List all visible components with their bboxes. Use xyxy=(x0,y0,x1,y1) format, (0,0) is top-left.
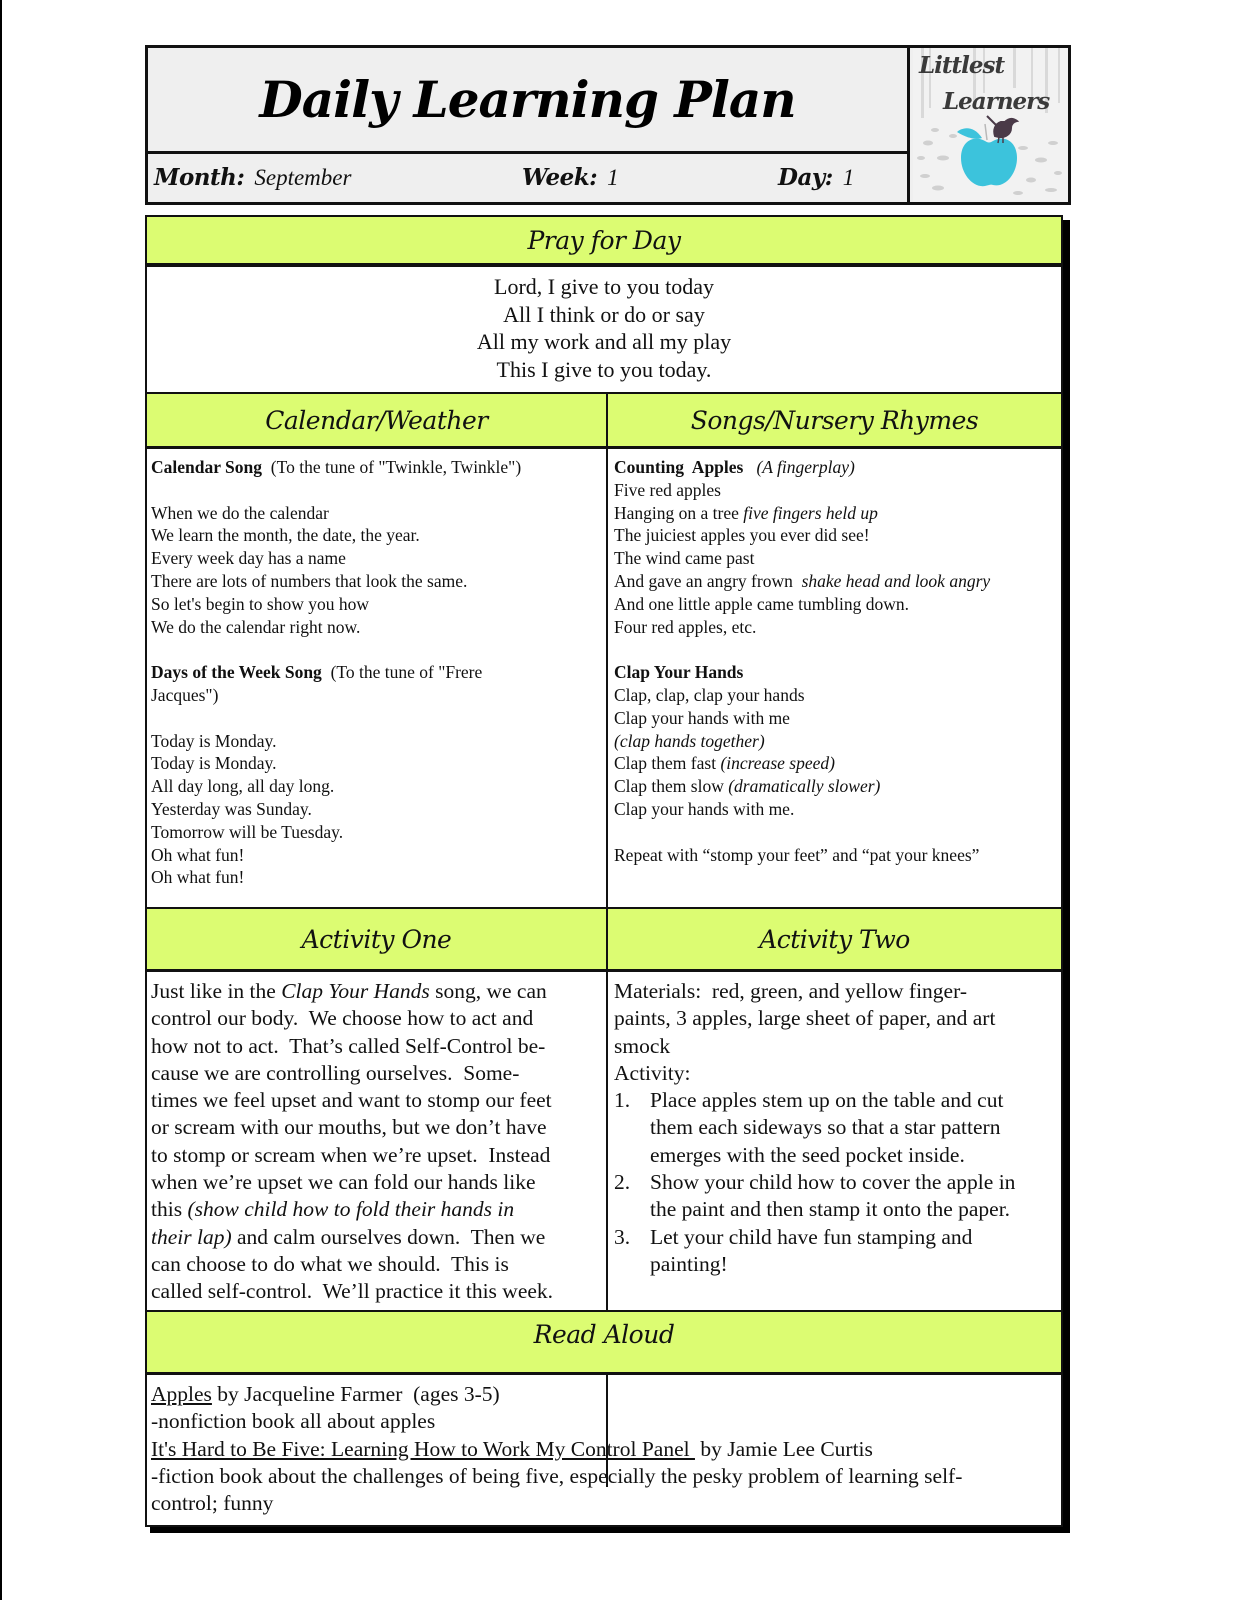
read-aloud-title: Read Aloud xyxy=(533,1320,675,1349)
text-line: times we feel upset and want to stomp our feet xyxy=(151,1088,552,1113)
lyric-line: Four red apples, etc. xyxy=(614,616,757,637)
lyric-line: Five red apples xyxy=(614,479,721,500)
table-shadow-right xyxy=(1063,220,1070,1532)
page-title: Daily Learning Plan xyxy=(259,70,796,129)
step-item xyxy=(614,1087,1061,1169)
songs-title: Songs/Nursery Rhymes xyxy=(690,405,979,435)
week-field xyxy=(522,164,619,192)
action-note: shake head and look angry xyxy=(801,570,991,591)
lyric-line: The juiciest apples you ever did see! xyxy=(614,525,870,546)
page-edge-line xyxy=(0,0,2,1600)
divider xyxy=(147,969,1061,972)
month-label: Month: xyxy=(154,164,245,191)
lyric-line: We do the calendar right now. xyxy=(151,616,361,637)
text-line: or scream with our mouths, but we don’t have xyxy=(151,1115,547,1140)
days-song-note-cont: Jacques") xyxy=(151,684,219,705)
step-line: painting! xyxy=(650,1251,728,1276)
lyric-line: Clap them slow xyxy=(614,776,729,797)
book-description: -fiction book about the challenges of being five, especially the pesky problem of learning self- xyxy=(151,1463,963,1488)
prayer-line: Lord, I give to you today xyxy=(494,274,714,299)
text: and calm ourselves down. Then we xyxy=(231,1224,546,1249)
text-line: cause we are controlling ourselves. Some- xyxy=(151,1060,520,1085)
lyric-line: When we do the calendar xyxy=(151,502,329,523)
songs-content xyxy=(610,456,1061,866)
step-item xyxy=(614,1169,1061,1224)
songs-header xyxy=(608,394,1061,446)
divider xyxy=(147,1372,1061,1375)
activity-one-header xyxy=(147,909,606,969)
table-shadow-bottom xyxy=(150,1527,1070,1533)
step-number: 3. xyxy=(614,1224,631,1249)
book-description: -nonfiction book all about apples xyxy=(151,1409,436,1434)
plan-table xyxy=(145,215,1063,1527)
counting-apples-title: Counting Apples xyxy=(614,457,744,477)
text-line: control our body. We choose how to act and xyxy=(151,1006,534,1031)
step-line: them each sideways so that a star pattern xyxy=(650,1115,1001,1140)
step-line: emerges with the seed pocket inside. xyxy=(650,1142,965,1167)
lyric-line: Oh what fun! xyxy=(151,867,245,888)
prayer-line: All my work and all my play xyxy=(476,329,732,354)
days-song-note: (To the tune of "Frere xyxy=(321,662,483,683)
text-line: can choose to do what we should. This is xyxy=(151,1251,509,1276)
clap-hands-title: Clap Your Hands xyxy=(614,662,744,683)
day-value: 1 xyxy=(842,165,855,190)
week-value: 1 xyxy=(607,165,619,190)
lyric-line: Today is Monday. xyxy=(151,753,277,774)
text: song, we can xyxy=(429,979,547,1003)
littlest-learners-logo xyxy=(913,48,1068,202)
pray-title: Pray for Day xyxy=(527,225,681,255)
calendar-header xyxy=(147,394,606,446)
meta-row xyxy=(148,154,910,205)
lyric-line: All day long, all day long. xyxy=(151,776,335,797)
calendar-song-title: Calendar Song xyxy=(151,457,263,477)
month-field xyxy=(154,164,351,192)
text-line: how not to act. That’s called Self-Control be- xyxy=(151,1033,546,1058)
lyric-line: Clap your hands with me xyxy=(614,707,790,728)
lyric-line: Today is Monday. xyxy=(151,730,277,751)
book-title-hard-to-be-five: It's Hard to Be Five: Learning How to Work My Control Panel xyxy=(151,1436,695,1461)
action-note: (dramatically slower) xyxy=(728,776,881,797)
materials-line: smock xyxy=(614,1033,671,1058)
activity-two-title: Activity Two xyxy=(759,924,910,954)
prayer-line: All I think or do or say xyxy=(503,301,705,327)
lyric-line: So let's begin to show you how xyxy=(151,593,370,614)
lyric-line: Clap your hands with me. xyxy=(614,798,795,819)
logo-text-line2: Learners xyxy=(943,88,1050,115)
step-line: Show your child how to cover the apple in xyxy=(650,1170,1016,1195)
text: Just like in the xyxy=(151,979,282,1003)
step-number: 2. xyxy=(614,1170,631,1195)
prayer-text xyxy=(147,267,1061,393)
action-note: (increase speed) xyxy=(720,753,835,774)
month-value: September xyxy=(254,165,352,190)
text-line: when we’re upset we can fold our hands like xyxy=(151,1170,536,1195)
header xyxy=(145,45,1071,205)
instruction-note: their lap) xyxy=(151,1224,232,1249)
song-reference: Clap Your Hands xyxy=(281,979,430,1003)
prayer-line: This I give to you today. xyxy=(496,356,712,382)
repeat-note: Repeat with “stomp your feet” and “pat your knees” xyxy=(614,844,980,865)
action-note: (clap hands together) xyxy=(614,730,765,751)
pray-header xyxy=(147,217,1061,263)
book-author: by Jacqueline Farmer (ages 3-5) xyxy=(211,1382,500,1406)
step-number: 1. xyxy=(614,1088,631,1113)
activity-one-title: Activity One xyxy=(301,924,452,954)
instruction-note: (show child how to fold their hands in xyxy=(187,1197,515,1222)
lyric-line: We learn the month, the date, the year. xyxy=(151,525,420,546)
counting-apples-note: (A fingerplay) xyxy=(756,457,855,477)
book-title-apples: Apples xyxy=(151,1382,212,1406)
step-item xyxy=(614,1224,1061,1279)
activity-two-header xyxy=(608,909,1061,969)
lyric-line: Tomorrow will be Tuesday. xyxy=(151,821,344,842)
calendar-content xyxy=(147,456,606,889)
lyric-line: And one little apple came tumbling down. xyxy=(614,593,910,614)
lyric-line: There are lots of numbers that look the same. xyxy=(151,570,468,591)
step-line: Place apples stem up on the table and cut xyxy=(650,1088,1004,1113)
calendar-song-note: (To the tune of "Twinkle, Twinkle") xyxy=(262,457,522,477)
activity-two-content xyxy=(610,978,1061,1278)
activity-label: Activity: xyxy=(614,1060,691,1085)
lyric-line: Every week day has a name xyxy=(151,548,346,569)
lyric-line: And gave an angry frown xyxy=(614,570,802,591)
materials-line: paints, 3 apples, large sheet of paper, and art xyxy=(614,1006,996,1031)
logo-text-line1: Littlest xyxy=(919,52,1005,79)
text-line: to stomp or scream when we’re upset. Instead xyxy=(151,1142,551,1167)
activity-one-content xyxy=(147,978,606,1306)
lyric-line: The wind came past xyxy=(614,548,755,569)
days-song-title: Days of the Week Song xyxy=(151,662,322,683)
lyric-line: Clap, clap, clap your hands xyxy=(614,684,805,705)
day-label: Day: xyxy=(778,164,833,191)
week-label: Week: xyxy=(522,164,598,191)
step-line: the paint and then stamp it onto the paper. xyxy=(650,1197,1011,1222)
book-description: control; funny xyxy=(151,1491,274,1516)
title-box xyxy=(148,48,910,154)
read-aloud-header xyxy=(147,1312,1061,1372)
step-line: Let your child have fun stamping and xyxy=(650,1224,973,1249)
action-note: five fingers held up xyxy=(743,502,878,523)
day-field xyxy=(778,164,854,192)
lyric-line: Oh what fun! xyxy=(151,844,245,865)
lyric-line: Clap them fast xyxy=(614,753,721,774)
text-line: called self-control. We’ll practice it this week. xyxy=(151,1279,554,1304)
materials-line: Materials: red, green, and yellow finger- xyxy=(614,979,967,1003)
text: this xyxy=(151,1197,188,1222)
read-aloud-content xyxy=(147,1377,1061,1517)
calendar-title: Calendar/Weather xyxy=(265,405,488,435)
lyric-line: Hanging on a tree xyxy=(614,502,744,523)
divider xyxy=(147,446,1061,449)
lyric-line: Yesterday was Sunday. xyxy=(151,798,312,819)
book-author: by Jamie Lee Curtis xyxy=(694,1436,873,1461)
